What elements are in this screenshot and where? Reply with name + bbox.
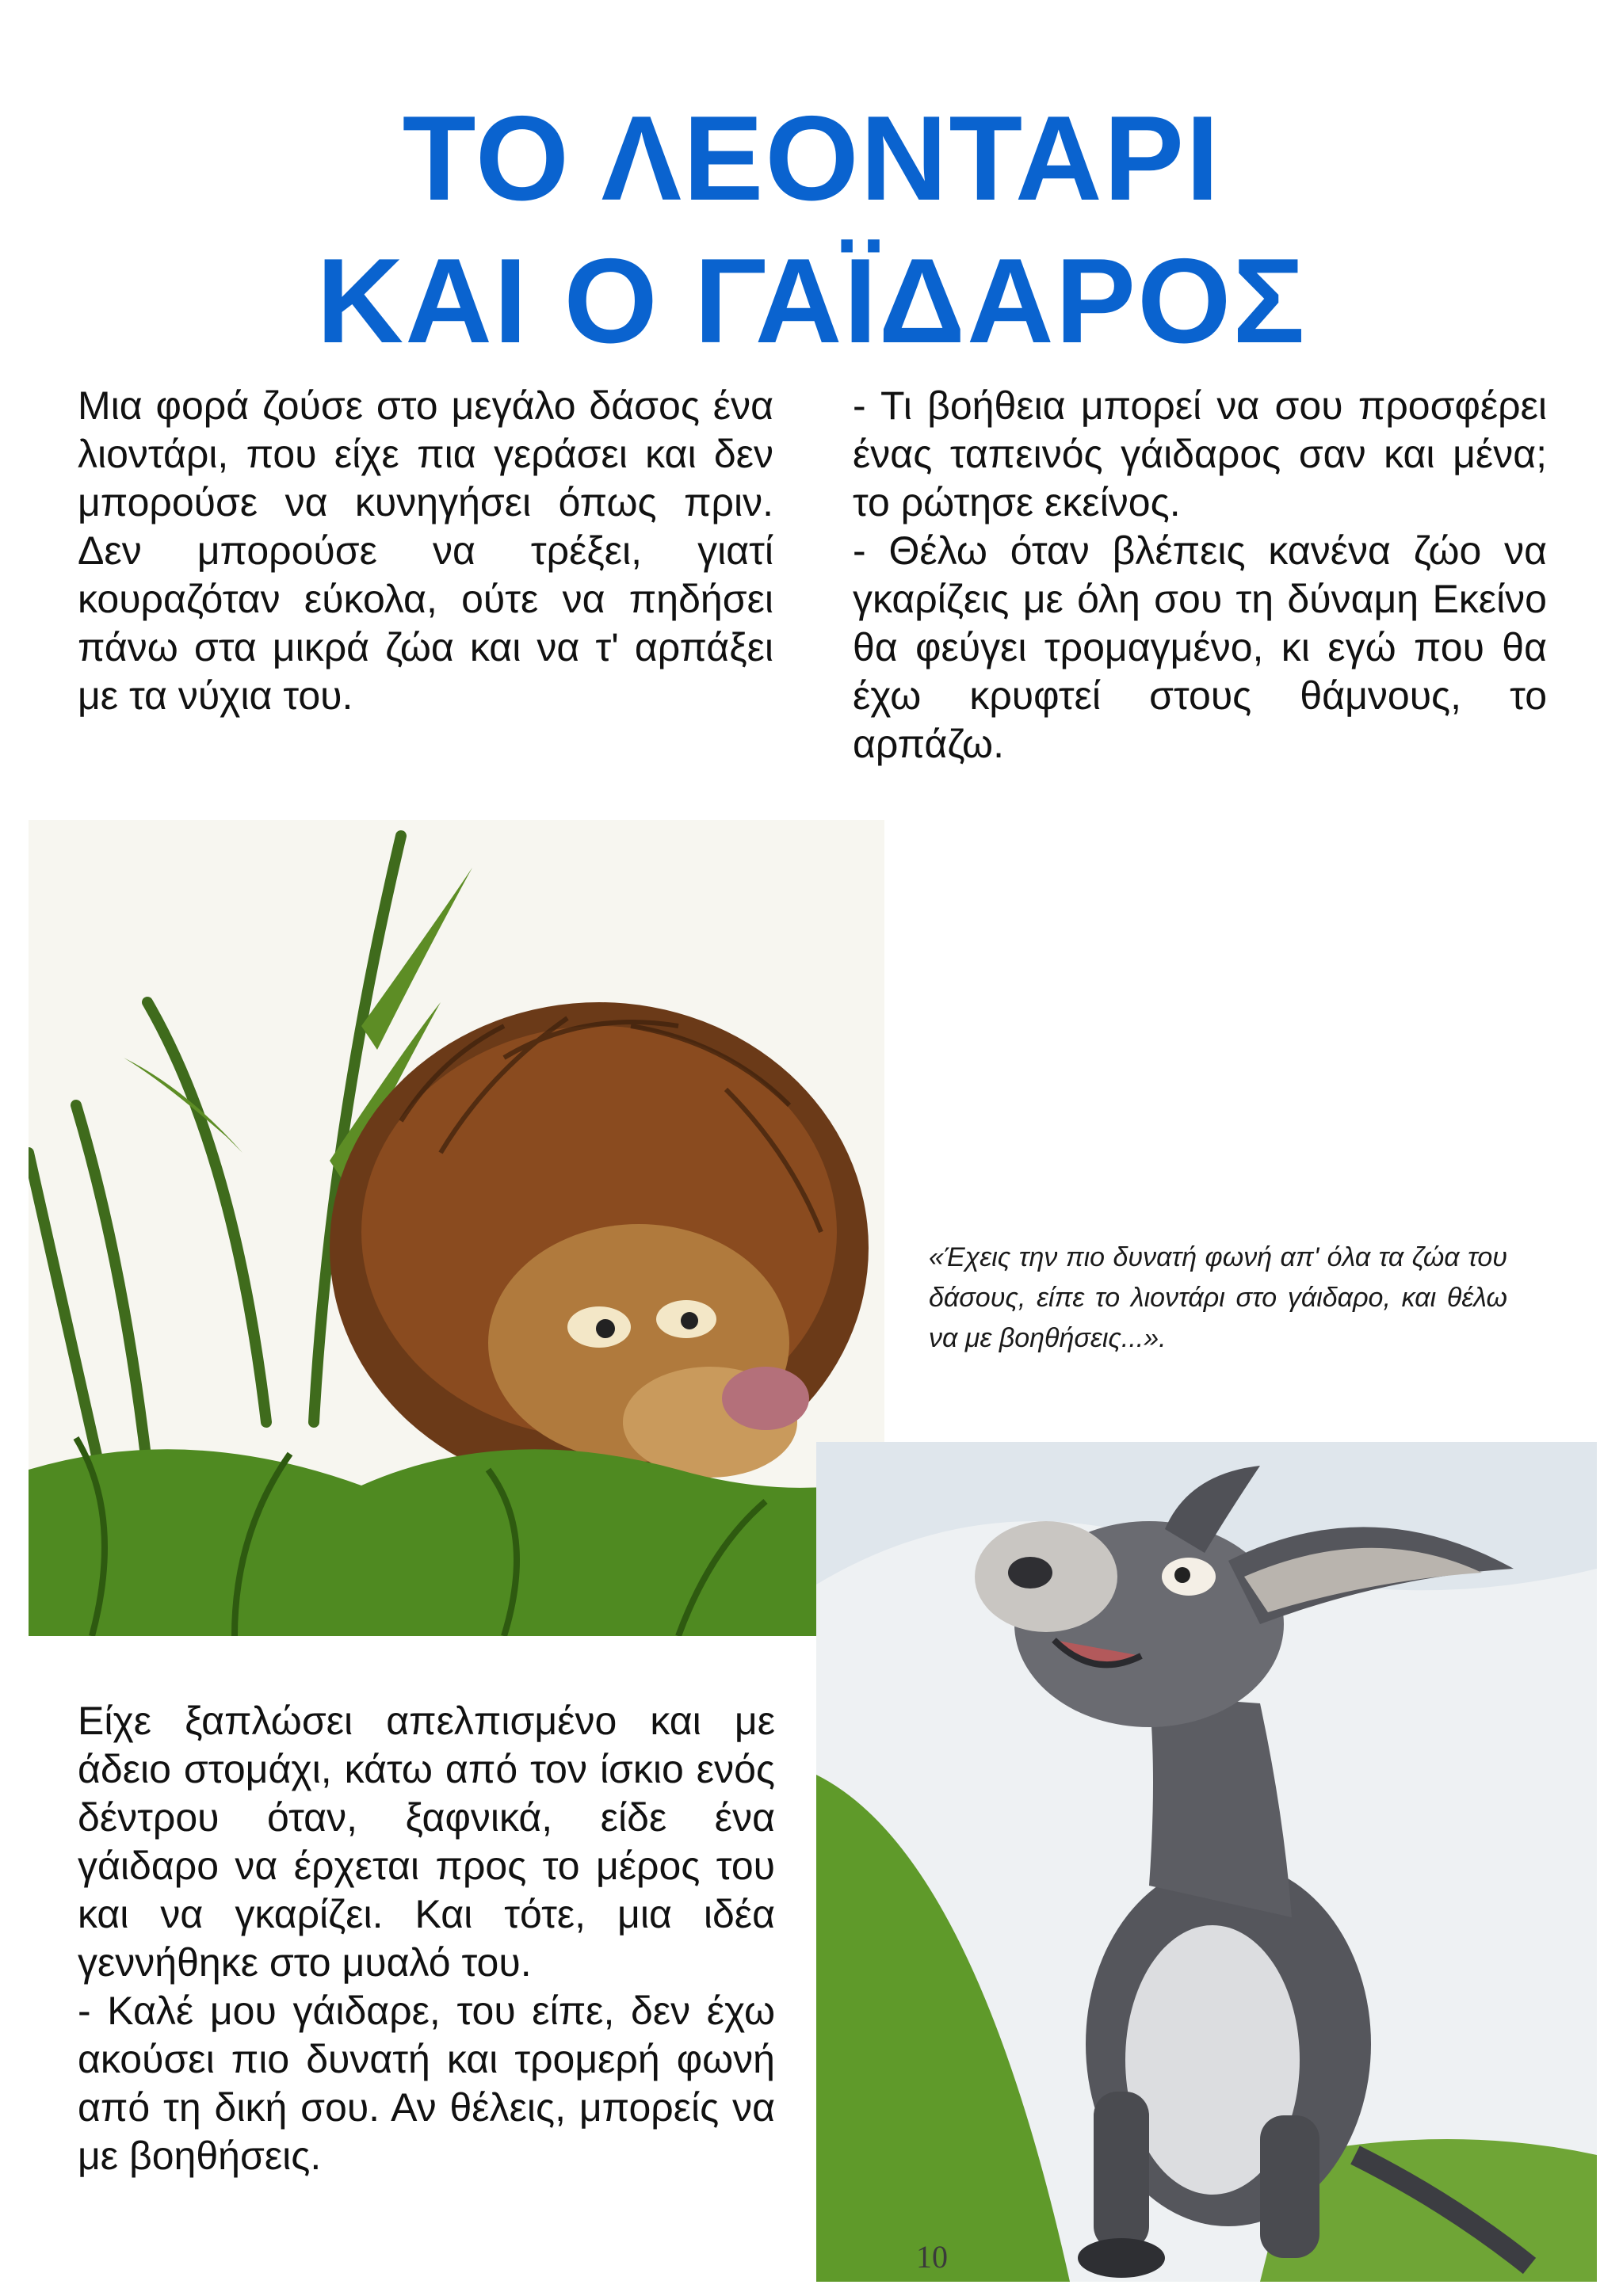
story-text-bottom-column — [78, 1697, 775, 2180]
title-line-2: ΚΑΙ Ο ΓΑΪΔΑΡΟΣ — [316, 234, 1307, 368]
title-line-1: ΤΟ ΛΕΟΝΤΑΡΙ — [402, 91, 1221, 226]
lion-illustration — [29, 820, 884, 1636]
story-text-right-column — [853, 382, 1547, 769]
donkey-illustration — [816, 1442, 1597, 2282]
story-paragraph: - Τι βοήθεια μπορεί να σου προσφέρει ένας ταπεινός γάιδαρος σαν και μένα; το ρώτησε εκείνος. — [853, 383, 1547, 524]
story-paragraph: Είχε ξαπλώσει απελπισμένο και με άδειο στομάχι, κάτω από τον ίσκιο ενός δέντρου όταν, ξαφνικά, είδε ένα γάιδαρο να έρχεται προς το μέρος του και να γκαρίζει. Και τότε, μια ιδέα γεννήθηκε στο μυαλό του. — [78, 1699, 775, 1985]
story-text-left-column — [78, 382, 773, 720]
story-paragraph: Μια φορά ζούσε στο μεγάλο δάσος ένα λιοντάρι, που είχε πια γεράσει και δεν μπορούσε να κυνηγήσει όπως πριν. Δεν μπορούσε να τρέξει, γιατί κουραζόταν εύκολα, ούτε να πηδήσει πάνω στα μικρά ζώα και να τ' αρπάξει με τα νύχια του. — [78, 383, 773, 718]
story-paragraph: - Καλέ μου γάιδαρε, του είπε, δεν έχω ακούσει πιο δυνατή και τρομερή φωνή από τη δική σου. Αν θέλεις, μπορείς να με βοηθήσεις. — [78, 1989, 775, 2178]
page-number: 10 — [916, 2239, 948, 2275]
page-title — [0, 87, 1623, 372]
illustration-caption: «Έχεις την πιο δυνατή φωνή απ' όλα τα ζώα του δάσους, είπε το λιοντάρι στο γάιδαρο, και θέλω να με βοηθήσεις...». — [929, 1242, 1507, 1353]
story-paragraph: - Θέλω όταν βλέπεις κανένα ζώο να γκαρίζεις με όλη σου τη δύναμη Εκείνο θα φεύγει τρομαγμένο, κι εγώ που θα έχω κρυφτεί στους θάμνους, το αρπάζω. — [853, 528, 1547, 766]
